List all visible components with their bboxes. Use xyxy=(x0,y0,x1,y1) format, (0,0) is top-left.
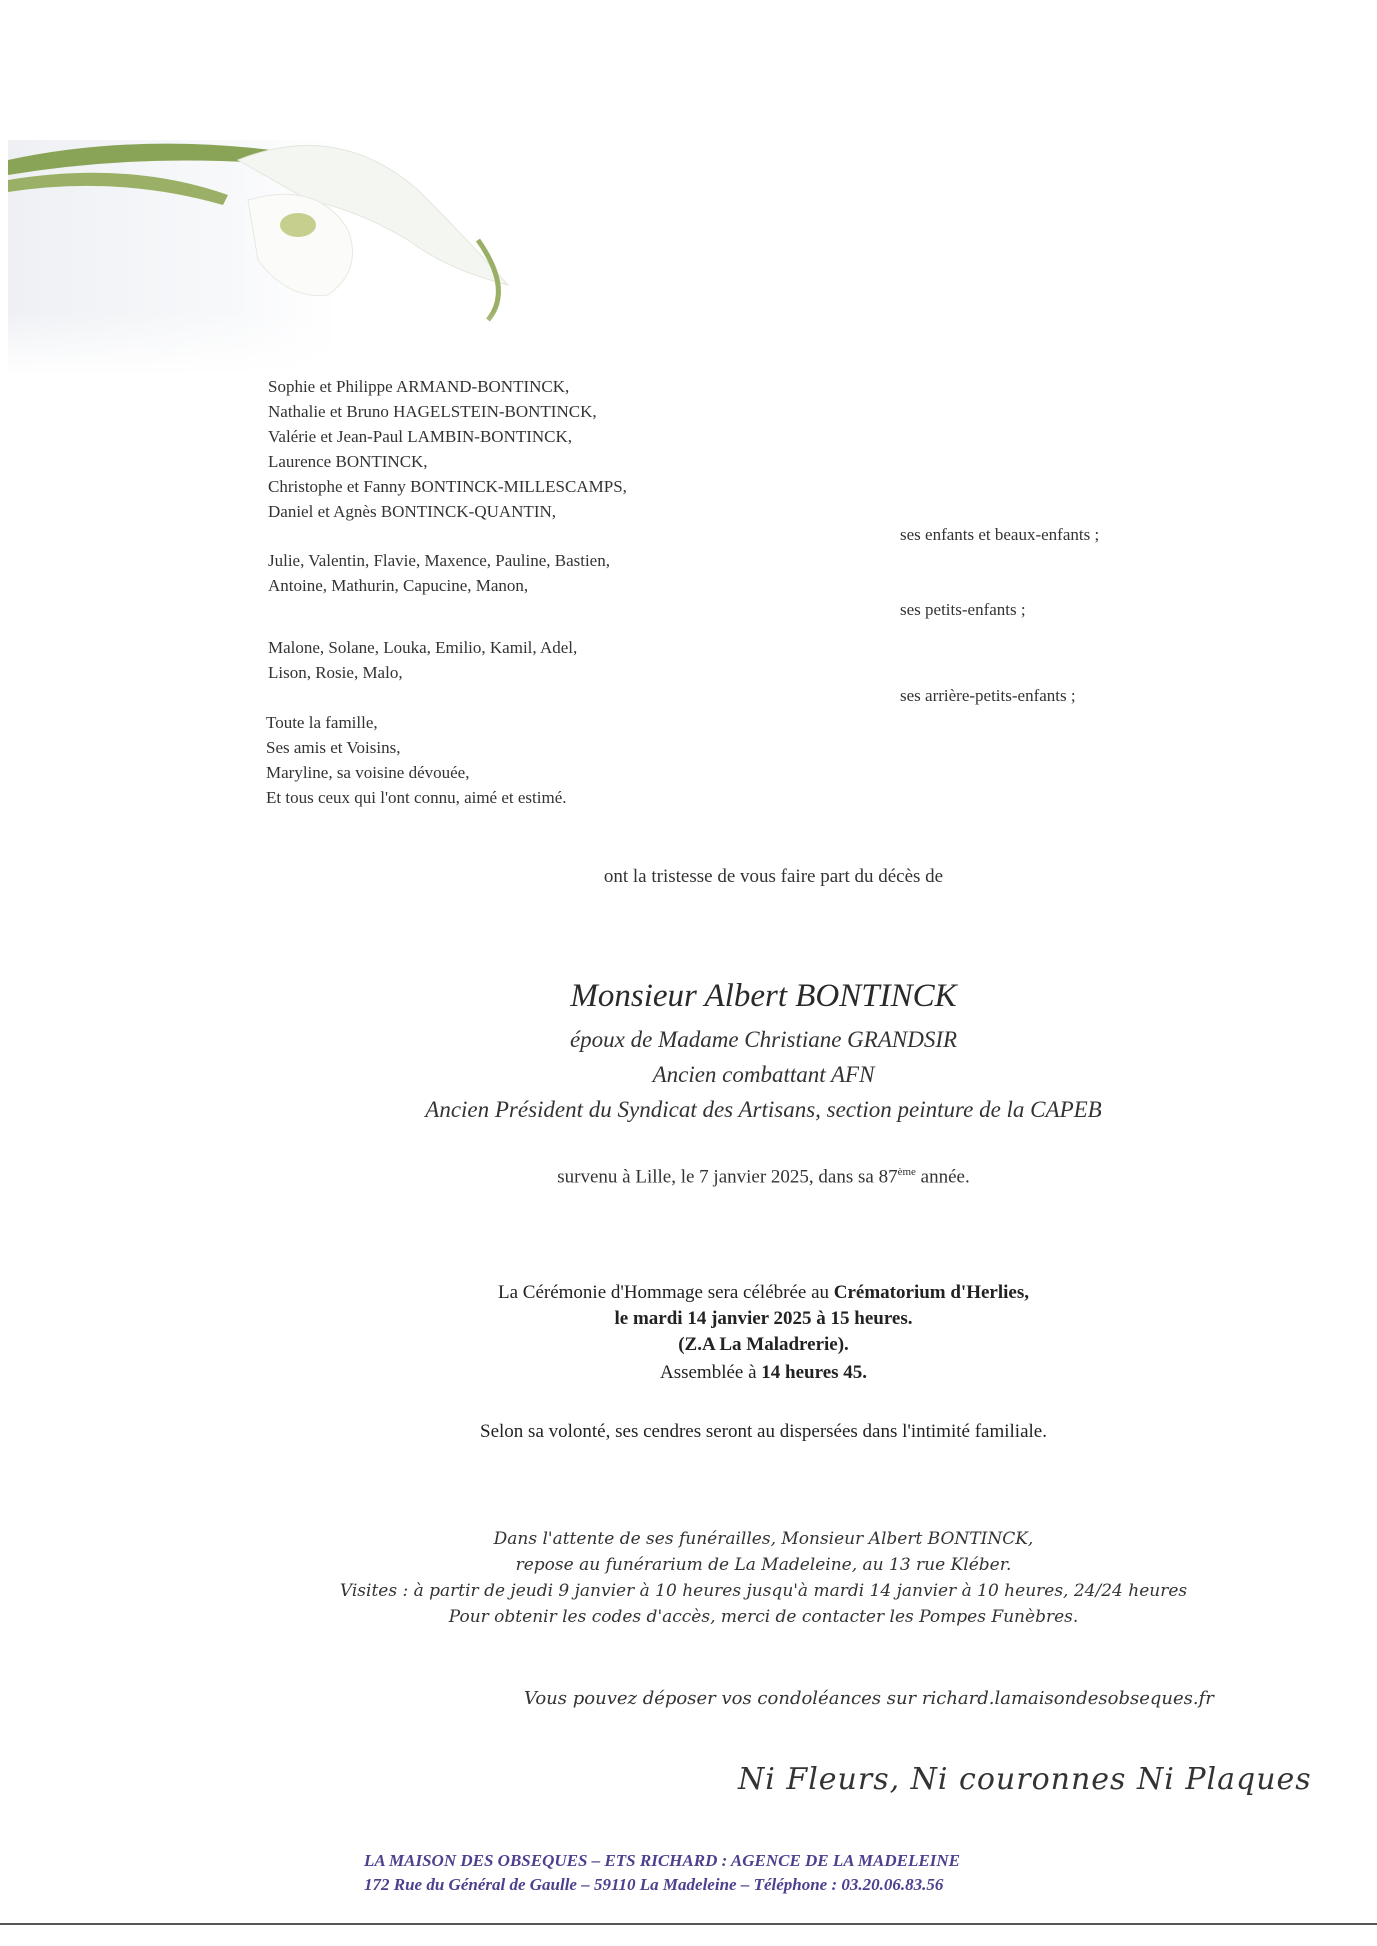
visits-line: repose au funérarium de La Madeleine, au 13 rue Kléber. xyxy=(515,1555,1012,1575)
family-line: Lison, Rosie, Malo, xyxy=(268,663,403,682)
family-line: Christophe et Fanny BONTINCK-MILLESCAMPS, xyxy=(268,477,627,496)
family-line: Et tous ceux qui l'ont connu, aimé et estimé. xyxy=(266,788,567,807)
visits-line: Pour obtenir les codes d'accès, merci de contacter les Pompes Funèbres. xyxy=(448,1607,1079,1627)
great-grandchildren-list xyxy=(268,635,577,685)
family-line: Malone, Solane, Louka, Emilio, Kamil, Adel, xyxy=(268,638,578,657)
family-line: Sophie et Philippe ARMAND-BONTINCK, xyxy=(268,377,570,396)
family-line: Laurence BONTINCK, xyxy=(268,452,428,471)
condolences-text: Vous pouvez déposer vos condoléances sur richard.lamaisondesobseques.fr xyxy=(524,1688,1214,1709)
ceremony-date-text: le mardi 14 janvier 2025 à 15 heures. xyxy=(614,1308,913,1329)
death-notice xyxy=(0,1166,1377,1188)
footer-line: 172 Rue du Général de Gaulle – 59110 La Madeleine – Téléphone : 03.20.06.83.56 xyxy=(364,1875,944,1894)
ceremony-location-text: (Z.A La Maladrerie). xyxy=(678,1334,849,1355)
family-line: Valérie et Jean-Paul LAMBIN-BONTINCK, xyxy=(268,427,573,446)
deceased-name: Monsieur Albert BONTINCK xyxy=(570,978,957,1014)
assembly-text: Assemblée à xyxy=(659,1362,762,1383)
funeral-home-footer xyxy=(364,1849,960,1897)
wishes-text: Selon sa volonté, ses cendres seront au dispersées dans l'intimité familiale. xyxy=(480,1421,1047,1442)
family-line: Daniel et Agnès BONTINCK-QUANTIN, xyxy=(268,502,557,521)
grandchildren-list xyxy=(268,548,610,598)
ceremony-block xyxy=(0,1280,1377,1386)
detail-line: époux de Madame Christiane GRANDSIR xyxy=(569,1027,958,1052)
others-list xyxy=(266,710,567,810)
assembly-time: 14 heures 45. xyxy=(761,1362,868,1383)
footer-line: LA MAISON DES OBSEQUES – ETS RICHARD : AGENCE DE LA MADELEINE xyxy=(364,1851,960,1870)
family-line: Ses amis et Voisins, xyxy=(266,738,401,757)
ordinal-suffix: ème xyxy=(897,1166,916,1178)
family-line: Nathalie et Bruno HAGELSTEIN-BONTINCK, xyxy=(268,402,597,421)
detail-line: Ancien combattant AFN xyxy=(652,1062,875,1087)
relation-great-grandchildren: ses arrière-petits-enfants ; xyxy=(900,686,1076,705)
family-line: Antoine, Mathurin, Capucine, Manon, xyxy=(268,576,529,595)
ceremony-venue: Crématorium d'Herlies, xyxy=(833,1282,1029,1303)
announcement-text: ont la tristesse de vous faire part du décès de xyxy=(603,866,944,887)
no-flowers-text: Ni Fleurs, Ni couronnes Ni Plaques xyxy=(738,1762,1312,1797)
family-line: Maryline, sa voisine dévouée, xyxy=(266,763,470,782)
detail-line: Ancien Président du Syndicat des Artisans, section peinture de la CAPEB xyxy=(425,1097,1102,1122)
ceremony-line xyxy=(150,1280,1377,1306)
visits-line: Dans l'attente de ses funérailles, Monsieur Albert BONTINCK, xyxy=(493,1529,1034,1549)
visits-line: Visites : à partir de jeudi 9 janvier à 10 heures jusqu'à mardi 14 janvier à 10 heures, 24/24 heures xyxy=(339,1581,1188,1601)
relation-grandchildren: ses petits-enfants ; xyxy=(900,600,1026,619)
children-list xyxy=(268,374,627,524)
calla-lily-image xyxy=(8,120,528,375)
bottom-divider xyxy=(0,1923,1377,1925)
ceremony-location xyxy=(150,1332,1377,1358)
relation-children: ses enfants et beaux-enfants ; xyxy=(900,525,1100,544)
ceremony-date xyxy=(150,1306,1377,1332)
deceased-details xyxy=(0,1022,1377,1127)
death-text: survenu à Lille, le 7 janvier 2025, dans sa 87 xyxy=(557,1166,898,1188)
family-line: Julie, Valentin, Flavie, Maxence, Pauline, Bastien, xyxy=(268,551,610,570)
assembly-line xyxy=(150,1360,1377,1386)
death-text-end: année. xyxy=(915,1166,970,1188)
visits-block xyxy=(0,1526,1377,1630)
ceremony-text: La Cérémonie d'Hommage sera célébrée au xyxy=(498,1282,834,1303)
family-line: Toute la famille, xyxy=(266,713,378,732)
